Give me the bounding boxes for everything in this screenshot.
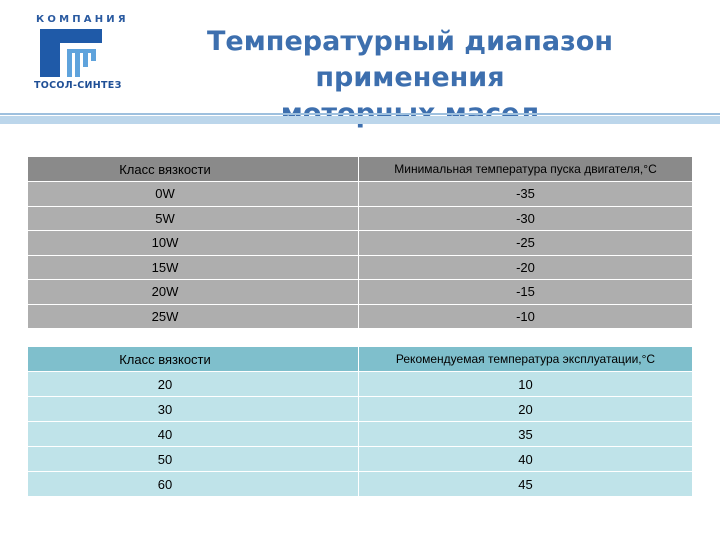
logo-bottom-text: ТОСОЛ-СИНТЕЗ: [34, 80, 122, 91]
table-row: [28, 372, 693, 397]
grade-cell: 30: [28, 397, 359, 422]
table-row: [28, 255, 693, 280]
header-divider-thin: [0, 113, 720, 115]
company-logo: [30, 14, 129, 94]
temp-cell: -30: [359, 206, 693, 231]
temp-cell: 20: [359, 397, 693, 422]
grade-cell: 20: [28, 372, 359, 397]
table-row: [28, 422, 693, 447]
temp-cell: -10: [359, 304, 693, 329]
temp-cell: -35: [359, 182, 693, 207]
grade-cell: 25W: [28, 304, 359, 329]
grade-cell: 10W: [28, 231, 359, 256]
table-row: [28, 231, 693, 256]
grade-cell: 40: [28, 422, 359, 447]
grade-cell: 20W: [28, 280, 359, 305]
header-viscosity-class: Класс вязкости: [28, 347, 359, 372]
temp-cell: 45: [359, 472, 693, 497]
temp-cell: 40: [359, 447, 693, 472]
header-recommended-temp: Рекомендуемая температура эксплуатации,°С: [359, 347, 693, 372]
temp-cell: -20: [359, 255, 693, 280]
temp-cell: 35: [359, 422, 693, 447]
grade-cell: 15W: [28, 255, 359, 280]
table-row: [28, 206, 693, 231]
header-viscosity-class: Класс вязкости: [28, 157, 359, 182]
logo-mark-icon: [40, 29, 102, 77]
grade-cell: 50: [28, 447, 359, 472]
table-row: [28, 280, 693, 305]
table-row: [28, 472, 693, 497]
temp-cell: -15: [359, 280, 693, 305]
temp-cell: -25: [359, 231, 693, 256]
table-header-row: [28, 347, 693, 372]
table-row: [28, 397, 693, 422]
grade-cell: 0W: [28, 182, 359, 207]
title-line-1: Температурный диапазон применения: [207, 26, 613, 93]
temp-cell: 10: [359, 372, 693, 397]
table-row: [28, 447, 693, 472]
operating-temperature-table: [27, 346, 693, 497]
header-min-start-temp: Минимальная температура пуска двигателя,°С: [359, 157, 693, 182]
table-row: [28, 182, 693, 207]
start-temperature-table: [27, 156, 693, 329]
grade-cell: 60: [28, 472, 359, 497]
header-divider-thick: [0, 116, 720, 124]
table-header-row: [28, 157, 693, 182]
logo-top-text: КОМПАНИЯ: [36, 14, 129, 25]
grade-cell: 5W: [28, 206, 359, 231]
table-row: [28, 304, 693, 329]
